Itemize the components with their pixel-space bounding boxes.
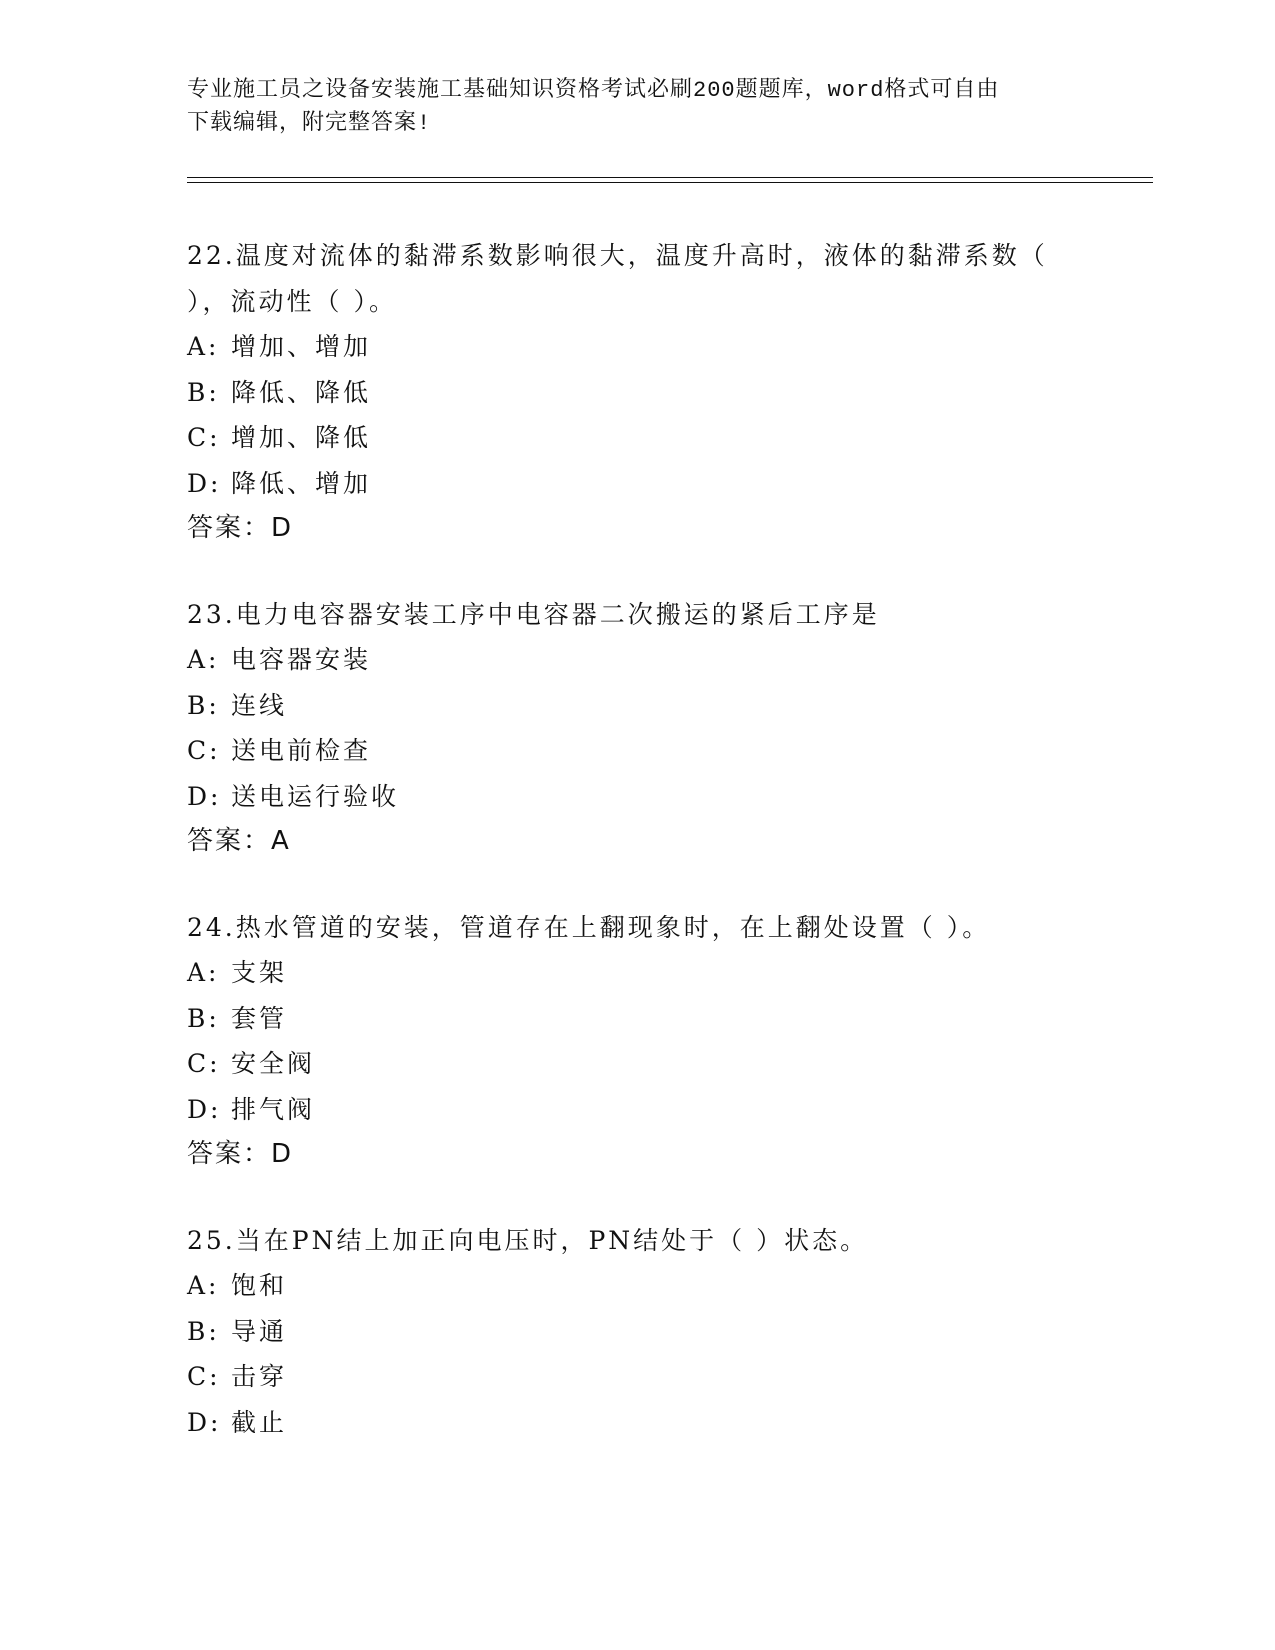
option-letter: B: [187, 1316, 220, 1346]
question-stem-line: 23.电力电容器安装工序中电容器二次搬运的紧后工序是 [187, 599, 880, 629]
question-25 [187, 1218, 1087, 1446]
option-text: 连线 [231, 690, 288, 720]
option-text: 送电前检查 [231, 736, 372, 765]
header-divider-bottom [187, 182, 1153, 183]
option-a [187, 637, 1087, 683]
option-letter: D: [187, 1094, 222, 1124]
option-letter: D: [187, 781, 222, 811]
option-text: 增加、降低 [231, 423, 372, 452]
option-b [187, 1309, 1087, 1355]
option-b [187, 996, 1087, 1042]
header-divider-top [187, 177, 1153, 178]
option-a [187, 950, 1087, 996]
option-text: 导通 [231, 1316, 288, 1346]
option-text: 套管 [231, 1003, 288, 1033]
answer-label: 答案：A [187, 826, 291, 856]
option-text: 送电运行验收 [231, 781, 400, 811]
option-text: 安全阀 [231, 1049, 316, 1078]
option-text: 饱和 [231, 1271, 288, 1300]
option-letter: D: [187, 468, 222, 498]
option-text: 击穿 [231, 1362, 288, 1391]
question-23 [187, 592, 1087, 865]
option-letter: B: [187, 1003, 220, 1033]
option-c [187, 415, 1087, 461]
option-letter: C: [187, 1049, 221, 1078]
option-text: 降低、降低 [231, 377, 372, 407]
question-stem-line: 24.热水管道的安装，管道存在上翻现象时，在上翻处设置（ ）。 [187, 912, 991, 942]
question-stem-line: ），流动性（ ）。 [187, 286, 397, 316]
option-c [187, 1354, 1087, 1400]
option-c [187, 728, 1087, 774]
question-22 [187, 233, 1087, 552]
option-d [187, 461, 1087, 507]
question-stem-line: 22.温度对流体的黏滞系数影响很大，温度升高时，液体的黏滞系数（ [187, 241, 1048, 270]
option-letter: B: [187, 690, 220, 720]
option-letter: A: [187, 958, 220, 987]
option-d [187, 774, 1087, 820]
option-a [187, 324, 1087, 370]
option-letter: C: [187, 736, 221, 765]
document-header [187, 74, 1067, 140]
option-letter: C: [187, 1362, 221, 1391]
option-text: 增加、增加 [231, 332, 372, 361]
option-letter: C: [187, 423, 221, 452]
option-a [187, 1263, 1087, 1309]
answer-label: 答案：D [187, 513, 294, 543]
option-letter: D: [187, 1407, 222, 1437]
option-d [187, 1087, 1087, 1133]
option-b [187, 683, 1087, 729]
option-text: 电容器安装 [231, 645, 372, 674]
option-text: 降低、增加 [231, 468, 372, 498]
option-letter: A: [187, 1271, 220, 1300]
option-text: 截止 [231, 1407, 288, 1437]
option-text: 支架 [231, 958, 288, 987]
question-24 [187, 905, 1087, 1178]
option-letter: B: [187, 377, 220, 407]
option-text: 排气阀 [231, 1094, 316, 1124]
option-c [187, 1041, 1087, 1087]
option-letter: A: [187, 645, 220, 674]
header-line-1: 专业施工员之设备安装施工基础知识资格考试必刷200题题库，word格式可自由 [187, 78, 1000, 103]
option-letter: A: [187, 332, 220, 361]
question-stem-line: 25.当在PN结上加正向电压时，PN结处于（ ）状态。 [187, 1225, 869, 1255]
option-b [187, 370, 1087, 416]
header-line-2: 下载编辑，附完整答案! [187, 111, 432, 136]
answer-label: 答案：D [187, 1139, 294, 1169]
question-list [187, 233, 1087, 1485]
option-d [187, 1400, 1087, 1446]
